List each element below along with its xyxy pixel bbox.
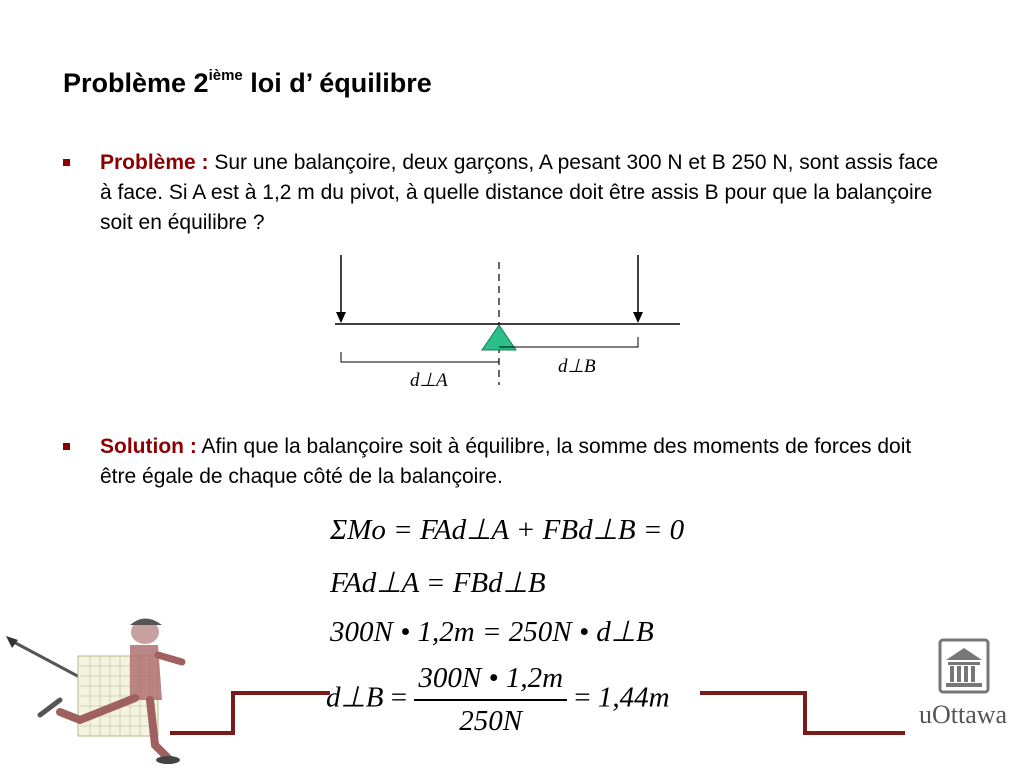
equation-result: d⊥B = $\frac{300N • 1,2m}{250N}$ = 1,44m xyxy=(326,662,670,737)
equation-balance: FAd⊥A = FBd⊥B xyxy=(330,567,546,599)
problem-label: Problème : xyxy=(100,151,209,174)
label-d-b: d⊥B xyxy=(558,356,596,377)
title-rest: loi d’ équilibre xyxy=(242,68,432,98)
arrow-head-a xyxy=(336,312,346,323)
bullet-square-icon xyxy=(63,443,70,450)
distance-bracket-b xyxy=(499,337,638,347)
solution-label: Solution : xyxy=(100,435,197,458)
problem-text: Sur une balançoire, deux garçons, A pesant 300 N et B 250 N, sont assis face à face. Si A est à 1,2 m du pivot, à quelle distance doit être assis B pour que la balançoire soit en équilibre ? xyxy=(100,151,939,234)
uottawa-logo-text: uOttawa xyxy=(919,700,1008,729)
distance-bracket-a xyxy=(341,352,499,362)
pivot-triangle xyxy=(482,325,516,350)
title-main: Problème 2 xyxy=(63,68,209,98)
fraction-denominator: 250N xyxy=(459,705,523,737)
decorative-line-left xyxy=(170,693,330,733)
arrow-head-b xyxy=(633,312,643,323)
decorative-line-right xyxy=(700,693,905,733)
title-superscript: ième xyxy=(208,67,243,84)
equation-substitution: 300N • 1,2m = 250N • d⊥B xyxy=(330,616,654,648)
fraction-numerator: 300N • 1,2m xyxy=(414,662,567,701)
result-lhs: d⊥B xyxy=(326,681,384,714)
result-fraction xyxy=(414,662,567,738)
runner-clipart-icon xyxy=(6,619,182,765)
result-value: 1,44m xyxy=(597,681,670,714)
equation-sum-moments: ΣMo = FAd⊥A + FBd⊥B = 0 xyxy=(330,514,685,546)
label-d-a: d⊥A xyxy=(410,370,448,391)
solution-bullet xyxy=(63,432,953,492)
uottawa-logo-icon xyxy=(940,640,988,692)
solution-text: Afin que la balançoire soit à équilibre, la somme des moments de forces doit être égale de chaque côté de la balançoire. xyxy=(100,435,912,488)
